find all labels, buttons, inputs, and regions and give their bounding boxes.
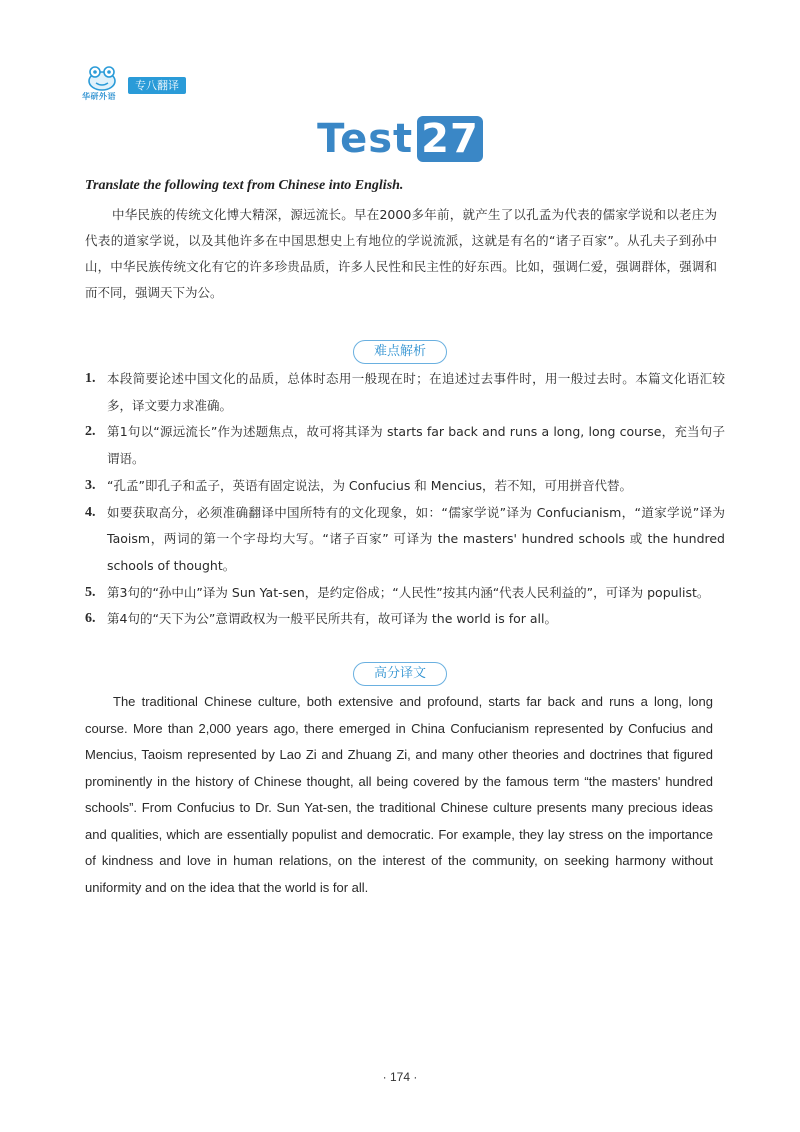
page-title — [0, 116, 800, 176]
translation-text: The traditional Chinese culture, both extensive and profound, starts far back and runs a long, long course. More than 2,000 years ago, there emerged in China Confucianism represented by Confucius and Mencius, Taoism represented by Lao Zi and Zhuang Zi, and many other theories and doctrines that figured prominently in the history of Chinese thought, all being covered by the famous term “the masters' hundred schools”. From Confucius to Dr. Sun Yat-sen, the traditional Chinese culture presents many precious ideas and qualities, which are essentially populist and democratic. For example, they lay stress on the importance of kindness and love in human relations, on the interest of the community, on seeking harmony without uniformity and on the idea that the world is for all. — [85, 694, 713, 895]
title-word: Test — [317, 116, 414, 162]
note-number: 3. — [85, 477, 96, 493]
note-item — [85, 606, 725, 633]
analysis-notes — [85, 366, 725, 633]
note-number: 2. — [85, 424, 96, 440]
note-number: 5. — [85, 584, 96, 600]
note-item — [85, 580, 725, 607]
logo-text: 华研外语 — [82, 92, 116, 101]
series-badge: 专八翻译 — [128, 77, 186, 94]
page-number: · 174 · — [382, 1070, 418, 1084]
source-text: 中华民族的传统文化博大精深，源远流长。早在2000多年前，就产生了以孔孟为代表的儒家学说和以老庄为代表的道家学说，以及其他许多在中国思想史上有地位的学说流派，这就是有名的“诸子百家”。从孔夫子到孙中山，中华民族传统文化有它的许多珍贵品质，许多人民性和民主性的好东西。比如，强调仁爱，强调群体，强调和而不同，强调天下为公。 — [85, 207, 717, 300]
note-text: 第1句以“源远流长”作为述题焦点，故可将其译为 starts far back and runs a long, long course，充当句子谓语。 — [107, 424, 725, 467]
note-item — [85, 419, 725, 472]
instruction: Translate the following text from Chinese into English. — [85, 178, 404, 193]
note-text: 第3句的“孙中山”译为 Sun Yat-sen，是约定俗成；“人民性”按其内涵“代表人民利益的”，可译为 populist。 — [107, 584, 710, 600]
note-item — [85, 366, 725, 419]
note-text: 本段简要论述中国文化的品质，总体时态用一般现在时；在追述过去事件时，用一般过去时。本篇文化语汇较多，译文要力求准确。 — [107, 371, 725, 413]
note-number: 1. — [85, 371, 96, 386]
note-text: 第4句的“天下为公”意谓政权为一般平民所共有，故可译为 the world is for all。 — [107, 611, 557, 627]
frog-logo-icon — [82, 64, 122, 92]
translation-heading: 高分译文 — [353, 662, 447, 686]
note-number: 6. — [85, 611, 96, 627]
analysis-heading: 难点解析 — [353, 340, 447, 364]
note-number: 4. — [85, 504, 96, 520]
note-text: “孔孟”即孔子和孟子，英语有固定说法，为 Confucius 和 Mencius，若不知，可用拼音代替。 — [107, 477, 632, 493]
note-item — [85, 500, 725, 580]
page-header — [82, 64, 202, 104]
note-item — [85, 473, 725, 500]
note-text: 如要获取高分，必须准确翻译中国所特有的文化现象，如：“儒家学说”译为 Confucianism，“道家学说”译为 Taoism，两词的第一个字母均大写。“诸子百家” 可译为 the masters' hundred schools 或 the hundred schools of thought。 — [107, 504, 725, 573]
title-number: 27 — [417, 116, 483, 162]
